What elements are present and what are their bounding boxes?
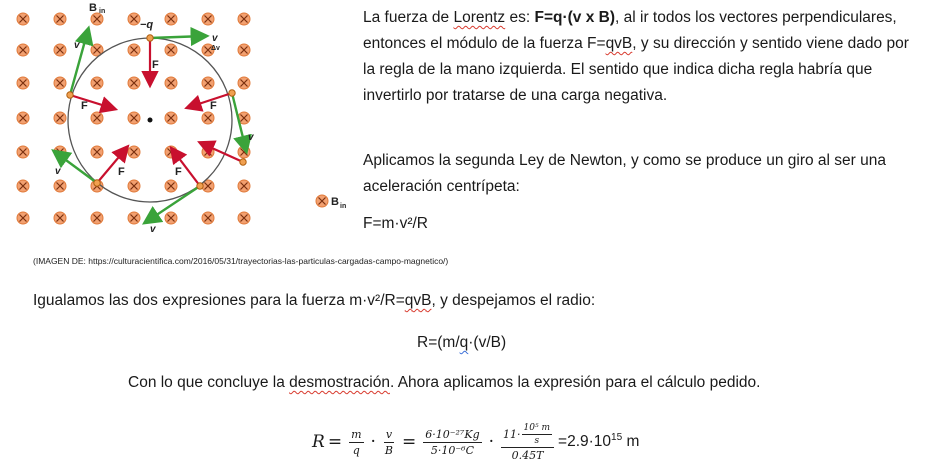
eq-dot-1: · bbox=[370, 432, 376, 452]
result-exp: 15 bbox=[611, 432, 623, 444]
b-in-symbol bbox=[91, 112, 103, 124]
p3-text-b: , y despejamos el radio: bbox=[431, 292, 596, 309]
frac-v-b bbox=[383, 428, 395, 457]
paragraph-lorentz bbox=[363, 5, 915, 109]
eq-equals-1: = bbox=[327, 432, 343, 452]
b-in-symbol bbox=[202, 212, 214, 224]
frac-q: q bbox=[352, 443, 360, 457]
p3-text-a: Igualamos las dos expresiones para la fuerza m·v²/R= bbox=[33, 292, 405, 309]
b-in-symbol bbox=[91, 146, 103, 158]
p1-text-b: es: bbox=[505, 9, 535, 26]
b-in-symbol bbox=[238, 77, 250, 89]
legend-bin bbox=[316, 195, 346, 210]
paragraph-newton: Aplicamos la segunda Ley de Newton, y como se produce un giro al ser una aceleración centrípeta: bbox=[363, 152, 886, 195]
paragraph-conclusion bbox=[128, 374, 760, 392]
field-value: 0.45T bbox=[511, 448, 544, 462]
velocity-coef: 11· bbox=[503, 427, 521, 441]
v-label-lower-left: v bbox=[55, 166, 61, 177]
final-equation bbox=[312, 420, 639, 464]
b-in-symbol bbox=[54, 112, 66, 124]
f-label-top: F bbox=[152, 59, 159, 71]
magnetic-field-diagram bbox=[0, 0, 360, 250]
b-in-symbol bbox=[238, 146, 250, 158]
center-point bbox=[148, 118, 153, 123]
b-in-symbol bbox=[202, 112, 214, 124]
b-in-symbol bbox=[238, 212, 250, 224]
eq-equals-2: = bbox=[402, 432, 417, 452]
r-text-a: R=(m/ bbox=[417, 334, 460, 351]
b-in-symbol bbox=[128, 13, 140, 25]
frac-v: v bbox=[385, 427, 393, 441]
b-in-symbol bbox=[17, 212, 29, 224]
velocity-unit-frac bbox=[522, 423, 552, 446]
b-in-symbol bbox=[54, 13, 66, 25]
b-in-symbol bbox=[165, 77, 177, 89]
p1-formula: F=q·(v x B) bbox=[534, 9, 616, 26]
charge-point bbox=[94, 180, 100, 186]
b-in-symbol bbox=[128, 146, 140, 158]
frac-mass-charge bbox=[423, 428, 481, 457]
force-arrow bbox=[70, 95, 114, 109]
b-in-symbol bbox=[17, 77, 29, 89]
b-in-symbol bbox=[17, 180, 29, 192]
frac-m: m bbox=[351, 427, 362, 441]
b-in-symbol bbox=[202, 77, 214, 89]
b-in-symbol bbox=[238, 13, 250, 25]
f-label-bottom-left: F bbox=[118, 166, 125, 178]
result-value bbox=[558, 432, 639, 451]
b-in-symbol bbox=[17, 13, 29, 25]
b-in-sub: in bbox=[99, 8, 106, 15]
b-in-symbol bbox=[17, 112, 29, 124]
b-in-symbol bbox=[202, 13, 214, 25]
b-in-symbol bbox=[165, 212, 177, 224]
p1-qvb: qvB bbox=[605, 35, 633, 52]
eq-r: R bbox=[312, 432, 325, 452]
charge-point bbox=[67, 92, 73, 98]
b-in-symbol bbox=[54, 212, 66, 224]
eq-dot-2: · bbox=[488, 432, 495, 452]
b-in-symbol bbox=[165, 180, 177, 192]
p1-text-c: , al ir todos los vectores perpendiculares, entonces el módulo de la fuerza F= bbox=[363, 9, 897, 52]
charge-point bbox=[147, 35, 153, 41]
radius-formula bbox=[417, 334, 506, 352]
velocity-arrow bbox=[150, 36, 205, 38]
b-in-symbol bbox=[91, 77, 103, 89]
charge-points bbox=[67, 35, 246, 189]
paragraph-equate bbox=[33, 292, 595, 310]
v-label-left: v bbox=[74, 40, 80, 51]
mass-value: 6·10⁻²⁷Kg bbox=[425, 427, 480, 441]
legend-b-sub: in bbox=[340, 203, 347, 210]
f-label-right: F bbox=[210, 100, 217, 112]
velocity-unit-den: s bbox=[534, 435, 540, 446]
v-label-bottom: v bbox=[150, 224, 156, 235]
dv-label: Δv bbox=[211, 45, 220, 52]
p4-text-b: . Ahora aplicamos la expresión para el cálculo pedido. bbox=[389, 374, 761, 391]
formula-newton: F=m·v²/R bbox=[363, 215, 429, 232]
legend-b-label: B bbox=[331, 196, 339, 208]
velocity-value bbox=[501, 423, 554, 448]
b-in-symbol bbox=[17, 146, 29, 158]
r-q: q bbox=[459, 334, 469, 351]
lorentz-figure bbox=[0, 0, 360, 250]
r-text-b: ·(v/B) bbox=[468, 334, 507, 351]
b-in-symbol bbox=[17, 44, 29, 56]
velocity-unit-num: 10⁵ m bbox=[523, 422, 551, 433]
charge-value: 5·10⁻⁶C bbox=[430, 443, 474, 457]
charge-point bbox=[197, 183, 203, 189]
b-in-symbol bbox=[91, 212, 103, 224]
b-in-symbol bbox=[165, 44, 177, 56]
b-in-label: B bbox=[89, 2, 97, 14]
b-in-symbol bbox=[128, 77, 140, 89]
f-label-bottom-right: F bbox=[175, 166, 182, 178]
image-credit: (IMAGEN DE: https://culturacientifica.com/2016/05/31/trayectorias-las-particulas-cargadas-campo-magnetico/) bbox=[33, 256, 449, 266]
b-in-symbol bbox=[54, 77, 66, 89]
frac-b: B bbox=[384, 443, 393, 457]
v-label-right: v bbox=[248, 132, 254, 143]
b-in-symbol bbox=[128, 212, 140, 224]
charge-point bbox=[240, 159, 246, 165]
p1-lorentz: Lorentz bbox=[453, 9, 506, 26]
frac-velocity-field bbox=[501, 423, 554, 462]
charge-label: −q bbox=[140, 19, 154, 31]
result-base: =2.9·10 bbox=[558, 433, 612, 451]
b-in-symbol bbox=[128, 180, 140, 192]
b-in-symbol bbox=[165, 13, 177, 25]
result-unit: m bbox=[622, 433, 640, 451]
frac-m-q bbox=[349, 428, 363, 457]
b-in-symbol bbox=[165, 112, 177, 124]
b-in-symbol bbox=[238, 180, 250, 192]
p4-word: desmostración bbox=[289, 374, 390, 391]
f-label-left: F bbox=[81, 100, 88, 112]
p1-text-a: La fuerza de bbox=[363, 9, 454, 26]
p4-text-a: Con lo que concluye la bbox=[128, 374, 290, 391]
b-in-symbol bbox=[128, 112, 140, 124]
v-label-top: v bbox=[212, 33, 218, 44]
p1-text-d: , y su dirección y sentido viene dado por la regla de la mano izquierda. El sentido que indica dicha regla habría que invertirlo por tratarse de una carga negativa. bbox=[363, 35, 909, 104]
p3-qvb: qvB bbox=[404, 292, 432, 309]
charge-point bbox=[229, 90, 235, 96]
b-in-symbol bbox=[54, 180, 66, 192]
b-in-symbol bbox=[238, 44, 250, 56]
b-in-symbol bbox=[128, 44, 140, 56]
b-in-symbol bbox=[54, 44, 66, 56]
